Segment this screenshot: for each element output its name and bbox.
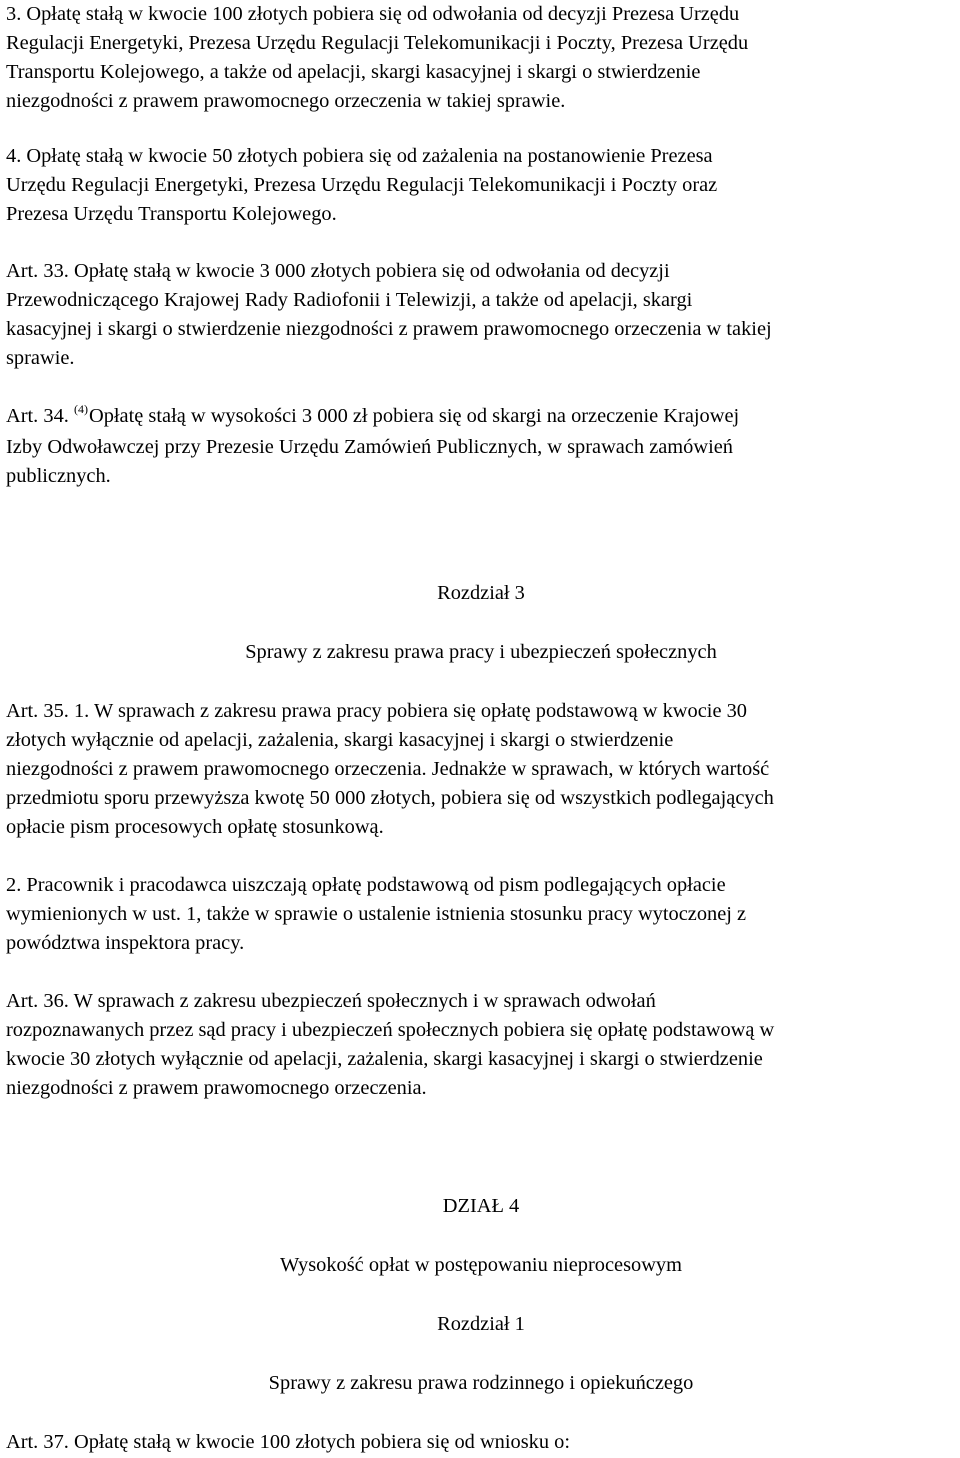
paragraph-art33: Art. 33. Opłatę stałą w kwocie 3 000 złotych pobiera się od odwołania od decyzji Przewodniczącego Krajowej Rady Radiofonii i Telewizji, a także od apelacji, skargi kasacyjnej i skargi o stwierdzenie niezgodności z prawem prawomocnego orzeczenia w takiej sprawie. <box>6 260 772 369</box>
footnote-marker: (4) <box>73 402 88 416</box>
paragraph-art34 <box>6 402 956 491</box>
chapter-3-title: Sprawy z zakresu prawa pracy i ubezpieczeń społecznych <box>245 641 717 663</box>
art34-text: Opłatę stałą w wysokości 3 000 zł pobiera się od skargi na orzeczenie Krajowej Izby Odwoławczej przy Prezesie Urzędu Zamówień Publicznych, w sprawach zamówień publicznych. <box>6 405 740 487</box>
paragraph-art32-4: 4. Opłatę stałą w kwocie 50 złotych pobiera się od zażalenia na postanowienie Prezesa Urzędu Regulacji Energetyki, Prezesa Urzędu Regulacji Telekomunikacji i Poczty oraz Prezesa Urzędu Transportu Kolejowego. <box>6 145 718 225</box>
art34-prefix: Art. 34. <box>6 405 74 427</box>
paragraph-art32-3: 3. Opłatę stałą w kwocie 100 złotych pobiera się od odwołania od decyzji Prezesa Urzędu Regulacji Energetyki, Prezesa Urzędu Regulacji Telekomunikacji i Poczty, Prezesa Urzędu Transportu Kolejowego, a także od apelacji, skargi kasacyjnej i skargi o stwierdzenie niezgodności z prawem prawomocnego orzeczenia w takiej sprawie. <box>6 3 749 112</box>
chapter-1-heading: Rozdział 1 <box>437 1313 525 1335</box>
chapter-1-title: Sprawy z zakresu prawa rodzinnego i opiekuńczego <box>268 1372 694 1394</box>
paragraph-art36: Art. 36. W sprawach z zakresu ubezpieczeń społecznych i w sprawach odwołań rozpoznawanych przez sąd pracy i ubezpieczeń społecznych pobiera się opłatę podstawową w kwocie 30 złotych wyłącznie od apelacji, zażalenia, skargi kasacyjnej i skargi o stwierdzenie niezgodności z prawem prawomocnego orzeczenia. <box>6 990 775 1099</box>
chapter-3-heading: Rozdział 3 <box>437 582 525 604</box>
paragraph-art37: Art. 37. Opłatę stałą w kwocie 100 złotych pobiera się od wniosku o: <box>6 1431 571 1453</box>
division-4-title: Wysokość opłat w postępowaniu nieprocesowym <box>280 1254 682 1276</box>
paragraph-art35-2: 2. Pracownik i pracodawca uiszczają opłatę podstawową od pism podlegających opłacie wymienionych w ust. 1, także w sprawie o ustalenie istnienia stosunku pracy wytoczonej z powództwa inspektora pracy. <box>6 874 747 954</box>
division-4-heading: DZIAŁ 4 <box>442 1195 520 1217</box>
paragraph-art35-1: Art. 35. 1. W sprawach z zakresu prawa pracy pobiera się opłatę podstawową w kwocie 30 złotych wyłącznie od apelacji, zażalenia, skargi kasacyjnej i skargi o stwierdzenie niezgodności z prawem prawomocnego orzeczenia. Jednakże w sprawach, w których wartość przedmiotu sporu przewyższa kwotę 50 000 złotych, pobiera się od wszystkich podlegających opłacie pism procesowych opłatę stosunkową. <box>6 700 774 838</box>
